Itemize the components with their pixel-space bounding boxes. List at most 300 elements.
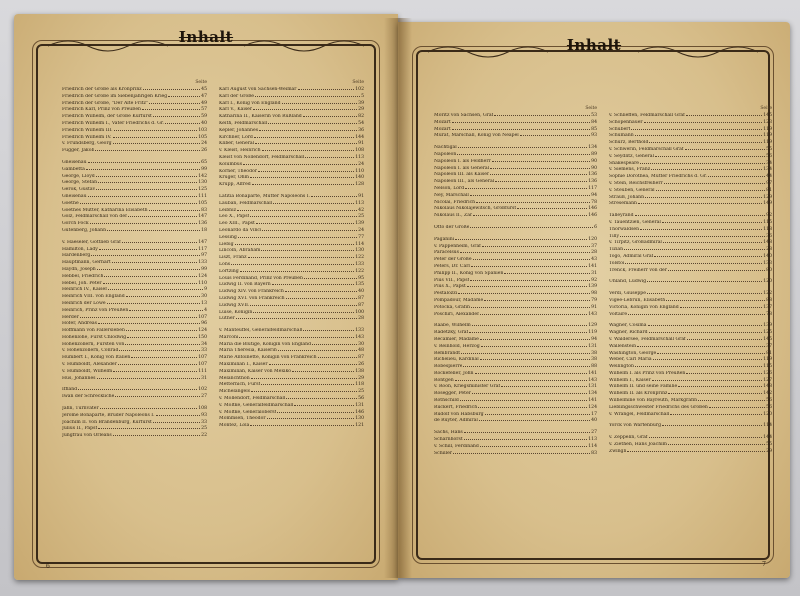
right-page-number: 7 xyxy=(762,561,766,568)
leader-dots xyxy=(471,266,587,267)
leader-dots xyxy=(644,122,763,123)
entry-page: 31 xyxy=(201,375,207,381)
entry-name: Heinrich VIII. von England xyxy=(62,294,125,300)
entry-page: 97 xyxy=(201,253,207,259)
index-section xyxy=(434,145,597,220)
entry-name: Liebig xyxy=(219,241,234,247)
index-entry xyxy=(219,201,364,208)
index-entry xyxy=(62,348,207,355)
index-entry xyxy=(219,228,364,235)
entry-name: Iwan der Schreckliche xyxy=(62,394,115,400)
leader-dots xyxy=(649,142,762,143)
entry-page: 54 xyxy=(358,120,364,126)
leader-dots xyxy=(156,415,201,416)
entry-page: 26 xyxy=(201,148,207,154)
entry-page: 42 xyxy=(358,207,364,213)
entry-page: 115 xyxy=(763,219,772,225)
entry-name: Lortzing xyxy=(219,268,239,274)
index-entry xyxy=(609,167,772,174)
entry-page: 128 xyxy=(355,182,364,188)
entry-page: 91 xyxy=(358,141,364,147)
index-entry xyxy=(62,221,207,228)
index-entry xyxy=(609,181,772,188)
leader-dots xyxy=(305,157,354,158)
entry-page: 94 xyxy=(591,336,597,342)
index-entry xyxy=(434,364,597,371)
leader-dots xyxy=(292,371,354,372)
entry-page: 97 xyxy=(766,180,772,186)
index-entry xyxy=(219,369,364,376)
index-section xyxy=(434,323,597,425)
entry-name: Friedrich der Große im Siebenjährigen Krieg xyxy=(62,93,168,99)
leader-dots xyxy=(165,123,200,124)
entry-page: 107 xyxy=(198,362,207,368)
entry-page: 143 xyxy=(355,334,364,340)
leader-dots xyxy=(231,264,354,265)
entry-name: Kepler, Johannes xyxy=(219,127,259,133)
index-entry xyxy=(219,121,364,128)
leader-dots xyxy=(458,293,590,294)
index-entry xyxy=(609,261,772,268)
index-entry xyxy=(609,133,772,140)
right-page xyxy=(398,22,790,578)
leader-dots xyxy=(709,407,765,408)
leader-dots xyxy=(651,169,762,170)
entry-page: 145 xyxy=(763,113,772,118)
entry-page: 133 xyxy=(198,260,207,266)
index-entry xyxy=(609,298,772,305)
index-entry xyxy=(62,287,207,294)
entry-name: Lessing xyxy=(219,234,237,240)
index-entry xyxy=(62,376,207,383)
entry-name: Napoleon III. als Kaiser xyxy=(434,172,490,178)
index-entry xyxy=(609,344,772,351)
entry-page: 139 xyxy=(355,221,364,227)
entry-page: 148 xyxy=(763,384,772,390)
entry-name: v. Schlieffen, Feldmarschall Graf xyxy=(609,113,685,118)
entry-page: 131 xyxy=(588,384,597,390)
index-entry xyxy=(219,269,364,276)
leader-dots xyxy=(471,307,590,308)
entry-name: de Ruyter, Admiral xyxy=(434,418,478,424)
leader-dots xyxy=(453,453,590,454)
entry-name: Pestalozzi xyxy=(434,291,458,297)
entry-name: Hamilton, Lady xyxy=(62,246,98,252)
entry-page: 115 xyxy=(763,364,772,370)
entry-name: Heinrich der Löwe xyxy=(62,300,106,306)
entry-name: Vigée-Lebrun, Elisabeth xyxy=(609,297,666,303)
leader-dots xyxy=(238,237,357,238)
index-entry xyxy=(434,127,597,134)
leader-dots xyxy=(253,312,354,313)
entry-name: Schubert xyxy=(609,126,631,132)
index-section xyxy=(609,291,772,318)
leader-dots xyxy=(113,137,198,138)
entry-name: Michelangelo xyxy=(219,389,251,395)
leader-dots xyxy=(479,420,590,421)
entry-page: 44 xyxy=(766,174,772,180)
entry-page: 31 xyxy=(591,270,597,276)
entry-page: 40 xyxy=(358,289,364,295)
entry-name: Nelson, Lord xyxy=(434,185,465,191)
entry-name: Luther xyxy=(219,316,235,322)
entry-name: Paganini xyxy=(434,236,455,242)
index-entry xyxy=(609,357,772,364)
entry-name: Körner, Theodor xyxy=(219,168,257,174)
index-entry xyxy=(434,323,597,330)
index-entry xyxy=(609,140,772,147)
entry-name: Rudolf von Habsburg xyxy=(434,411,484,417)
left-page-columns xyxy=(62,80,364,445)
index-entry xyxy=(609,351,772,358)
entry-page: 91 xyxy=(358,193,364,199)
entry-page: 25 xyxy=(358,389,364,395)
index-entry xyxy=(62,362,207,369)
entry-name: Gorch Fock xyxy=(62,221,89,227)
index-entry xyxy=(609,154,772,161)
index-entry xyxy=(219,208,364,215)
index-entry xyxy=(609,268,772,275)
leader-dots xyxy=(129,310,203,311)
index-entry xyxy=(62,180,207,187)
leader-dots xyxy=(239,337,354,338)
leader-dots xyxy=(480,446,587,447)
entry-page: 139 xyxy=(763,323,772,329)
entry-page: 4 xyxy=(204,307,207,313)
leader-dots xyxy=(685,149,766,150)
leader-dots xyxy=(294,405,354,406)
entry-name: Kirchner, Lord xyxy=(219,134,253,140)
leader-dots xyxy=(470,227,593,228)
entry-page: 78 xyxy=(591,199,597,205)
entry-page: 131 xyxy=(588,343,597,349)
index-entry xyxy=(434,398,597,405)
index-section xyxy=(609,435,772,455)
entry-name: v. Hohenzollern, Conrad xyxy=(62,348,119,354)
leader-dots xyxy=(620,236,765,237)
entry-name: Louis Ferdinand, Prinz von Preußen xyxy=(219,275,303,281)
leader-dots xyxy=(666,300,765,301)
entry-page: 119 xyxy=(763,140,772,146)
entry-name: Wallenstein xyxy=(609,343,637,349)
entry-name: Radetzky, Graf xyxy=(434,330,469,336)
entry-name: Mozart xyxy=(434,119,451,125)
entry-page: 121 xyxy=(355,423,364,429)
entry-page: 95 xyxy=(358,275,364,281)
leader-dots xyxy=(625,263,762,264)
leader-dots xyxy=(149,103,200,104)
entry-name: Richelieu, Kardinal xyxy=(434,357,479,363)
entry-page: 90 xyxy=(591,165,597,171)
index-entry xyxy=(219,128,364,135)
entry-name: Golz, Feldmarschall von der xyxy=(62,214,128,220)
index-entry xyxy=(434,225,597,232)
entry-page: 136 xyxy=(198,221,207,227)
leader-dots xyxy=(473,215,587,216)
leader-dots xyxy=(637,346,765,347)
entry-page: 33 xyxy=(201,348,207,354)
leader-dots xyxy=(97,269,200,270)
index-entry xyxy=(219,303,364,310)
entry-name: Shakespeare xyxy=(609,160,640,166)
entry-name: v. Manteuffel, Generalfeldmarschall xyxy=(219,328,303,334)
leader-dots xyxy=(638,203,762,204)
leader-dots xyxy=(168,96,200,97)
entry-name: Ludwig XIV. von Frankreich xyxy=(219,289,284,295)
right-page-columns xyxy=(434,106,772,462)
index-entry xyxy=(62,315,207,322)
index-entry xyxy=(434,193,597,200)
entry-page: 124 xyxy=(198,328,207,334)
entry-name: v. Waldersee, Feldmarschall Graf xyxy=(609,336,686,342)
entry-name: Hebbel, Friedrich xyxy=(62,273,104,279)
entry-name: Hus, Johannes xyxy=(62,375,96,381)
index-entry xyxy=(609,449,772,456)
left-page xyxy=(14,14,398,580)
index-entry xyxy=(434,284,597,291)
leader-dots xyxy=(640,229,762,230)
index-entry xyxy=(219,162,364,169)
entry-page: 119 xyxy=(763,357,772,363)
entry-name: Friedrich der Große als Kronprinz xyxy=(62,87,142,92)
leader-dots xyxy=(482,246,590,247)
leader-dots xyxy=(97,378,201,379)
leader-dots xyxy=(118,364,197,365)
entry-name: Gutenberg, Johann xyxy=(62,227,107,233)
entry-page: 134 xyxy=(763,167,772,173)
index-entry xyxy=(62,148,207,155)
index-entry xyxy=(219,389,364,396)
entry-name: Iffland xyxy=(62,387,78,393)
entry-page: 127 xyxy=(763,377,772,383)
entry-name: v. Humboldt, Wilhelm xyxy=(62,368,113,374)
entry-page: 117 xyxy=(198,246,207,252)
leader-dots xyxy=(662,425,762,426)
leader-dots xyxy=(490,174,587,175)
entry-page: 59 xyxy=(201,114,207,120)
index-section xyxy=(609,113,772,208)
index-entry xyxy=(434,384,597,391)
leader-dots xyxy=(153,422,200,423)
entry-name: Nachtigal xyxy=(434,145,457,151)
leader-dots xyxy=(259,130,357,131)
index-entry xyxy=(219,87,364,94)
entry-name: Krüger, Ohm xyxy=(219,175,249,181)
index-entry xyxy=(434,305,597,312)
leader-dots xyxy=(86,169,200,170)
index-entry xyxy=(609,174,772,181)
index-entry xyxy=(219,155,364,162)
index-entry xyxy=(434,312,597,319)
entry-name: Rückert, Friedrich xyxy=(434,404,478,410)
entry-name: v. Moltke, Generaloberst xyxy=(219,409,277,415)
index-entry xyxy=(62,94,207,101)
entry-page: 120 xyxy=(588,236,597,242)
right-page-title: Inhalt xyxy=(566,36,622,54)
index-entry xyxy=(219,148,364,155)
entry-name: George, Lloyd xyxy=(62,173,95,179)
entry-page: 24 xyxy=(358,161,364,167)
entry-page: 84 xyxy=(591,119,597,125)
index-entry xyxy=(219,328,364,335)
index-entry xyxy=(609,254,772,261)
entry-page: 144 xyxy=(763,435,772,441)
entry-name: Melanchthon xyxy=(219,375,250,381)
leader-dots xyxy=(255,96,360,97)
leader-dots xyxy=(478,407,587,408)
index-entry xyxy=(609,391,772,398)
entry-name: Marconi xyxy=(219,334,239,340)
column-heading: Seite xyxy=(195,80,207,85)
entry-name: Joachim II. von Brandenburg, Kurfürst xyxy=(62,419,152,425)
entry-page: 45 xyxy=(201,87,207,92)
index-section xyxy=(219,194,364,323)
entry-name: Leonardo da Vinci xyxy=(219,227,262,233)
entry-name: Maria die Blutige, Königin von England xyxy=(219,341,312,347)
entry-page: 145 xyxy=(763,336,772,342)
leader-dots xyxy=(678,386,762,387)
index-entry xyxy=(219,289,364,296)
entry-name: Uhland, Ludwig xyxy=(609,279,647,285)
entry-name: Rockefeller, John xyxy=(434,370,474,376)
leader-dots xyxy=(480,339,590,340)
index-entry xyxy=(609,371,772,378)
leader-dots xyxy=(662,222,762,223)
leader-dots xyxy=(647,281,762,282)
entry-name: v. Zeppelin, Graf xyxy=(609,435,648,441)
leader-dots xyxy=(261,384,354,385)
index-section xyxy=(434,237,597,319)
entry-page: 49 xyxy=(201,100,207,106)
index-entry xyxy=(609,305,772,312)
leader-dots xyxy=(122,242,197,243)
leader-dots xyxy=(635,366,762,367)
entry-name: Washington, George xyxy=(609,350,657,356)
entry-page: 56 xyxy=(358,396,364,402)
entry-page: 119 xyxy=(763,133,772,139)
leader-dots xyxy=(250,305,357,306)
leader-dots xyxy=(472,325,588,326)
entry-name: Philipp II., König von Spanien xyxy=(434,270,504,276)
index-entry xyxy=(609,147,772,154)
index-entry xyxy=(434,159,597,166)
entry-page: 134 xyxy=(588,391,597,397)
entry-page: 87 xyxy=(358,295,364,301)
entry-page: 82 xyxy=(358,114,364,120)
index-entry xyxy=(219,376,364,383)
entry-page: 38 xyxy=(591,357,597,363)
entry-page: 92 xyxy=(591,277,597,283)
index-entry xyxy=(219,396,364,403)
index-entry xyxy=(62,267,207,274)
index-entry xyxy=(609,378,772,385)
entry-name: George, Stefan xyxy=(62,180,98,186)
leader-dots xyxy=(113,143,201,144)
entry-name: Leo X., Papst xyxy=(219,214,250,220)
leader-dots xyxy=(652,380,763,381)
index-entry xyxy=(219,416,364,423)
leader-dots xyxy=(687,339,762,340)
entry-page: 111 xyxy=(198,193,207,199)
index-section xyxy=(434,225,597,232)
leader-dots xyxy=(480,359,590,360)
index-entry xyxy=(62,321,207,328)
index-entry xyxy=(609,213,772,220)
entry-page: 29 xyxy=(358,107,364,113)
entry-page: 22 xyxy=(201,433,207,439)
entry-page: 129 xyxy=(763,194,772,200)
entry-name: Nikolaus Nikolajewitsch, Großfürst xyxy=(434,206,517,212)
leader-dots xyxy=(96,189,197,190)
entry-name: v. Tauentzien, General xyxy=(609,219,661,225)
entry-page: 36 xyxy=(766,233,772,239)
entry-name: v. Siemens, Franz xyxy=(609,167,651,173)
entry-page: 124 xyxy=(588,404,597,410)
entry-name: v. Wrangel, Feldmarschall xyxy=(609,411,670,417)
index-section xyxy=(219,328,364,430)
entry-name: Peters, Dr. Carl xyxy=(434,263,470,269)
leader-dots xyxy=(657,353,765,354)
leader-dots xyxy=(460,252,590,253)
entry-name: Hofer, Andreas xyxy=(62,321,98,327)
index-entry xyxy=(434,418,597,425)
entry-page: 135 xyxy=(355,282,364,288)
index-entry xyxy=(609,384,772,391)
entry-name: Rembrandt xyxy=(434,350,461,356)
leader-dots xyxy=(492,161,590,162)
entry-page: 148 xyxy=(763,240,772,246)
entry-page: 56 xyxy=(766,153,772,159)
index-entry xyxy=(219,221,364,228)
leader-dots xyxy=(298,89,355,90)
leader-dots xyxy=(476,202,590,203)
entry-name: Poschiri, Alexander xyxy=(434,311,480,317)
entry-name: Röntgen xyxy=(434,377,454,383)
entry-page: 119 xyxy=(588,330,597,336)
leader-dots xyxy=(80,203,198,204)
index-entry xyxy=(434,186,597,193)
leader-dots xyxy=(99,249,197,250)
index-entry xyxy=(434,378,597,385)
entry-name: Hauptmann, Gerhart xyxy=(62,260,111,266)
entry-name: v. Möllendorf, Feldmarschall xyxy=(219,396,286,402)
entry-page: 134 xyxy=(588,145,597,151)
index-column xyxy=(219,80,364,445)
leader-dots xyxy=(285,291,357,292)
entry-page: 105 xyxy=(198,200,207,206)
leader-dots xyxy=(663,242,762,243)
entry-page: 89 xyxy=(591,151,597,157)
entry-page: 98 xyxy=(591,291,597,297)
index-entry xyxy=(434,430,597,437)
index-entry xyxy=(434,244,597,251)
entry-page: 114 xyxy=(588,443,597,449)
entry-name: v. Seydlitz, General xyxy=(609,153,654,159)
leader-dots xyxy=(494,115,590,116)
leader-dots xyxy=(645,197,762,198)
index-entry xyxy=(434,120,597,127)
entry-name: Maria Theresia, Kaiserin xyxy=(219,348,277,354)
index-entry xyxy=(609,113,772,120)
leader-dots xyxy=(125,344,200,345)
entry-page: 33 xyxy=(201,419,207,425)
leader-dots xyxy=(112,262,197,263)
entry-name: Mozart xyxy=(434,126,451,132)
entry-name: v. Stein, Reichsfreiherr xyxy=(609,180,663,186)
index-entry xyxy=(62,135,207,142)
leader-dots xyxy=(153,116,200,117)
index-entry xyxy=(62,114,207,121)
